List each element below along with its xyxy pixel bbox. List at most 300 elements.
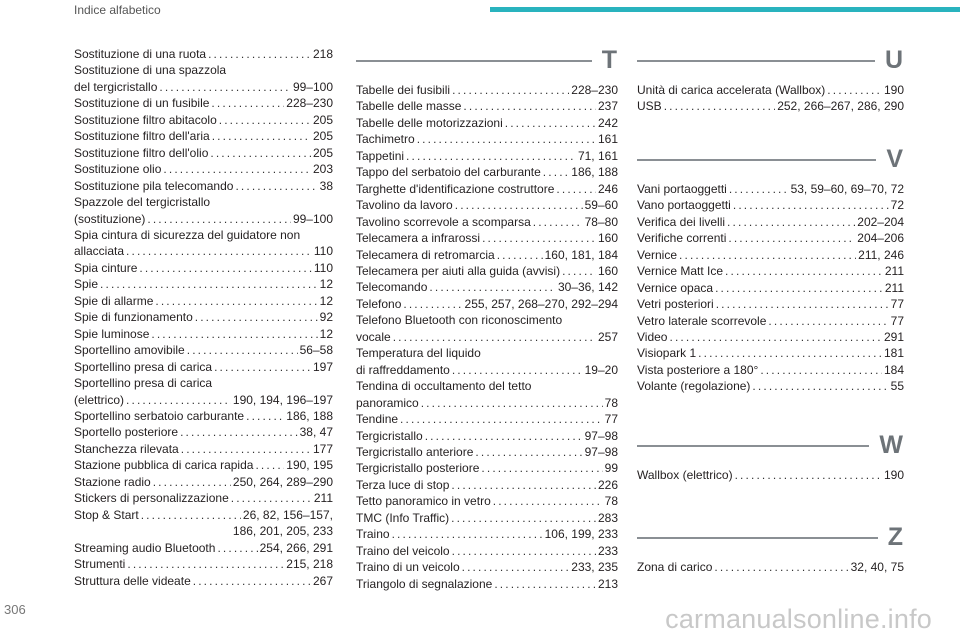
dot-leader (556, 181, 596, 197)
section-entries (637, 82, 904, 115)
entry-pages: 161 (597, 132, 618, 147)
dot-leader (417, 131, 596, 147)
entry-line (637, 559, 904, 575)
entry-line (74, 178, 333, 194)
entry-line (74, 457, 333, 473)
index-entry (637, 362, 904, 378)
dot-leader (217, 540, 257, 556)
entry-pages: 205 (312, 112, 333, 127)
dot-leader (421, 395, 603, 411)
dot-leader (452, 543, 596, 559)
dot-leader (429, 279, 556, 295)
entry-line (74, 359, 333, 375)
dot-leader (497, 247, 543, 263)
index-entry (356, 510, 618, 526)
entry-pages: 215, 218 (286, 557, 333, 572)
index-column-middle (356, 46, 618, 612)
entry-term: Tabelle delle motorizzazioni (356, 115, 503, 130)
index-entry (637, 329, 904, 345)
entry-term: Tendine (356, 412, 399, 427)
entry-pages: 228–230 (286, 96, 333, 111)
entry-pages: 12 (319, 277, 333, 292)
entry-term: TMC (Info Traffic) (356, 510, 450, 525)
entry-term: Traino del veicolo (356, 543, 450, 558)
entry-line (74, 424, 333, 440)
index-entry (74, 128, 333, 144)
dot-leader (193, 573, 311, 589)
index-entry (356, 460, 618, 476)
entry-term: Struttura delle videate (74, 573, 191, 588)
index-entry (637, 263, 904, 279)
entry-line (637, 82, 904, 98)
dot-leader (664, 98, 776, 114)
entry-line (74, 128, 333, 144)
entry-term: Terza luce di stop (356, 477, 450, 492)
entry-term: USB (637, 99, 662, 114)
entry-pages: 291 (883, 329, 904, 344)
index-entry (74, 161, 333, 177)
entry-line (74, 540, 333, 556)
section-entries (637, 559, 904, 575)
entry-pages: 242 (597, 115, 618, 130)
entry-term: Vernice opaca (637, 280, 714, 295)
entry-term: Telecamera a infrarossi (356, 231, 481, 246)
entry-line (356, 460, 618, 476)
dot-leader (126, 392, 231, 408)
entry-line (356, 576, 618, 592)
entry-pages: 56–58 (299, 343, 333, 358)
entry-line (356, 362, 618, 378)
index-entry (74, 573, 333, 589)
entry-term: Sostituzione di un fusibile (74, 96, 210, 111)
index-entry (74, 507, 333, 540)
entry-term: Sostituzione filtro dell'olio (74, 145, 209, 160)
entry-pages: 99–100 (292, 79, 333, 94)
entry-line (74, 392, 333, 408)
entry-line (356, 510, 618, 526)
entry-line (74, 293, 333, 309)
entry-pages: 181 (883, 346, 904, 361)
index-entry (74, 457, 333, 473)
entry-term: Vani portaoggetti (637, 181, 727, 196)
entry-term: Unità di carica accelerata (Wallbox) (637, 83, 826, 97)
index-entry (74, 46, 333, 62)
entry-term: Verifiche correnti (637, 231, 727, 246)
entry-pages: 72 (890, 198, 904, 213)
dot-leader (127, 556, 284, 572)
entry-term: Tavolino scorrevole a scomparsa (356, 214, 531, 229)
entry-line (74, 145, 333, 161)
entry-line (356, 181, 618, 197)
entry-pages-continued: 186, 201, 205, 233 (232, 524, 333, 539)
dot-leader (392, 526, 543, 542)
entry-line (356, 411, 618, 427)
entry-term: Sostituzione di una ruota (74, 47, 207, 61)
entry-line (637, 247, 904, 263)
entry-term: Stickers di personalizzazione (74, 491, 229, 506)
page-header-title: Indice alfabetico (74, 3, 161, 17)
dot-leader (181, 441, 311, 457)
section-letter: W (879, 430, 903, 459)
dot-leader (151, 326, 317, 342)
entry-term: Telecomando (356, 280, 428, 295)
entry-term-line: Spazzole del tergicristallo (74, 195, 211, 210)
dot-leader (462, 559, 570, 575)
entry-line (356, 230, 618, 246)
entry-line (356, 98, 618, 114)
entry-pages: 71, 161 (577, 148, 618, 163)
entry-line (356, 82, 618, 98)
entry-term: Sostituzione olio (74, 162, 162, 177)
entry-term: Spie di allarme (74, 293, 154, 308)
index-entry (74, 540, 333, 556)
entry-line (74, 46, 333, 62)
dot-leader (219, 112, 311, 128)
index-column-left (74, 46, 333, 589)
index-entry (356, 428, 618, 444)
entry-term: Tabelle delle masse (356, 99, 462, 114)
entry-pages: 228–230 (571, 83, 618, 97)
entry-line (356, 131, 618, 147)
index-entry (356, 296, 618, 312)
entry-pages: 38 (319, 178, 333, 193)
section-letter: U (884, 46, 903, 74)
dot-leader (212, 128, 311, 144)
entry-pages: 233, 235 (571, 560, 618, 575)
index-entry (356, 247, 618, 263)
index-entry (637, 197, 904, 213)
entry-pages: 211 (313, 491, 333, 506)
entry-pages: 59–60 (584, 198, 618, 213)
entry-line (356, 543, 618, 559)
entry-term: Zona di carico (637, 560, 713, 575)
dot-leader (679, 247, 856, 263)
index-entry (74, 293, 333, 309)
entry-pages: 252, 266–267, 286, 290 (777, 99, 904, 114)
entry-term: (elettrico) (74, 392, 125, 407)
entry-term: di raffreddamento (356, 362, 450, 377)
section-header (637, 145, 904, 173)
entry-term: Spie di funzionamento (74, 310, 193, 325)
entry-term: Telecamera di retromarcia (356, 247, 495, 262)
entry-term: Vernice Matt Ice (637, 264, 724, 279)
dot-leader (400, 411, 603, 427)
entry-line (637, 329, 904, 345)
index-entry (356, 230, 618, 246)
entry-pages: 19–20 (584, 362, 618, 377)
dot-leader (211, 95, 284, 111)
dot-leader (255, 457, 284, 473)
entry-term: Traino (356, 527, 390, 542)
entry-pages: 197 (312, 359, 333, 374)
index-entry (74, 112, 333, 128)
index-entry (356, 115, 618, 131)
entry-term: Stazione radio (74, 474, 151, 489)
dot-leader (180, 424, 298, 440)
entry-term: Spie (74, 277, 99, 292)
entry-pages: 78 (604, 494, 618, 509)
entry-line (637, 280, 904, 296)
entry-pages: 26, 82, 156–157, (242, 507, 333, 522)
section-header (356, 46, 618, 74)
entry-pages: 110 (313, 244, 333, 259)
page-number: 306 (4, 602, 26, 617)
entry-line (74, 276, 333, 292)
dot-leader (533, 214, 583, 230)
index-entry (74, 359, 333, 375)
entry-pages: 186, 188 (286, 408, 333, 423)
dot-leader (463, 98, 596, 114)
section-letter: Z (887, 523, 903, 552)
dot-leader (126, 243, 312, 259)
entry-pages: 250, 264, 289–290 (232, 474, 333, 489)
entry-term: Vetro laterale scorrevole (637, 313, 767, 328)
entry-pages: 78–80 (584, 214, 618, 229)
entry-pages: 190 (883, 467, 904, 482)
entry-line (74, 474, 333, 490)
entry-pages: 160 (597, 263, 618, 278)
dot-leader (159, 79, 291, 95)
entry-term: Tabelle dei fusibili (356, 83, 451, 97)
dot-leader (715, 280, 883, 296)
entry-term: Tetto panoramico in vetro (356, 494, 491, 509)
index-entry (356, 131, 618, 147)
entry-term: Telefono (356, 296, 402, 311)
index-entry (356, 477, 618, 493)
index-entry (74, 178, 333, 194)
dot-leader (100, 276, 318, 292)
section-divider (356, 60, 592, 62)
entry-line (356, 428, 618, 444)
entry-pages: 55 (890, 379, 904, 394)
index-entry (356, 444, 618, 460)
entry-term: Volante (regolazione) (637, 379, 751, 394)
index-entry (356, 263, 618, 279)
entry-line (74, 490, 333, 506)
section-entries (356, 82, 618, 592)
entry-line (356, 329, 618, 345)
dot-leader (187, 342, 298, 358)
entry-line (637, 197, 904, 213)
entry-line (637, 378, 904, 394)
section-letter: T (601, 46, 617, 74)
entry-term: Tappetini (356, 148, 405, 163)
entry-line (637, 181, 904, 197)
index-entry (637, 82, 904, 98)
dot-leader (155, 293, 317, 309)
index-entry (356, 411, 618, 427)
index-entry (637, 313, 904, 329)
section-entries (637, 181, 904, 395)
entry-term: Tergicristallo posteriore (356, 461, 480, 476)
entry-pages: 254, 266, 291 (259, 540, 333, 555)
index-entry (356, 197, 618, 213)
entry-line (637, 345, 904, 361)
dot-leader (760, 362, 882, 378)
entry-pages: 202–204 (857, 214, 904, 229)
entry-term: Video (637, 329, 668, 344)
index-entry (637, 467, 904, 483)
entry-term: Sostituzione pila telecomando (74, 178, 234, 193)
entry-term: Verifica dei livelli (637, 214, 726, 229)
entry-pages: 97–98 (584, 444, 618, 459)
entry-line (637, 296, 904, 312)
dot-leader (208, 46, 311, 62)
index-entry (356, 279, 618, 295)
entry-line (74, 260, 333, 276)
index-entry (637, 230, 904, 246)
index-entry (356, 164, 618, 180)
entry-term: Spia cinture (74, 260, 138, 275)
dot-leader (698, 345, 882, 361)
entry-line (637, 362, 904, 378)
entry-term: Vetri posteriori (637, 297, 714, 312)
index-entry (356, 493, 618, 509)
entry-pages: 99 (604, 461, 618, 476)
dot-leader (210, 145, 311, 161)
index-entry (74, 194, 333, 227)
entry-line (356, 197, 618, 213)
entry-pages: 53, 59–60, 69–70, 72 (790, 181, 904, 196)
dot-leader (163, 161, 311, 177)
entry-pages: 77 (890, 297, 904, 312)
entry-pages: 99–100 (292, 211, 333, 226)
entry-line (637, 230, 904, 246)
dot-leader (214, 359, 311, 375)
index-entry (356, 378, 618, 411)
dot-leader (493, 493, 603, 509)
index-entry (356, 543, 618, 559)
entry-term: Telecamera per aiuti alla guida (avvisi) (356, 263, 561, 278)
entry-line (74, 161, 333, 177)
dot-leader (714, 559, 848, 575)
index-entry (356, 559, 618, 575)
dot-leader (452, 82, 569, 98)
index-entry (74, 95, 333, 111)
entry-pages: 32, 40, 75 (850, 560, 904, 575)
index-entry (74, 474, 333, 490)
index-entry (74, 260, 333, 276)
entry-term: Sportellino presa di carica (74, 359, 213, 374)
dot-leader (235, 178, 317, 194)
index-entry (74, 375, 333, 408)
index-section-t (356, 46, 618, 592)
entry-term-line: Temperatura del liquido (356, 346, 481, 361)
index-entry (356, 576, 618, 592)
entry-line (74, 441, 333, 457)
dot-leader (406, 148, 576, 164)
entry-pages: 211, 246 (858, 247, 904, 262)
entry-line (637, 214, 904, 230)
entry-pages: 213 (597, 576, 618, 591)
entry-line (637, 263, 904, 279)
entry-line (74, 408, 333, 424)
entry-term: Triangolo di segnalazione (356, 576, 493, 591)
index-entry (74, 408, 333, 424)
entry-term: Tappo del serbatoio del carburante (356, 165, 541, 180)
entry-pages: 255, 257, 268–270, 292–294 (464, 296, 618, 311)
entry-line (356, 115, 618, 131)
entry-term: Tavolino da lavoro (356, 198, 453, 213)
index-entry (637, 181, 904, 197)
index-entry (356, 312, 618, 345)
index-entry (356, 214, 618, 230)
entry-line (637, 467, 904, 483)
entry-pages: 211 (884, 264, 904, 279)
index-section-w (637, 431, 904, 483)
entry-term: Vano portaoggetti (637, 198, 731, 213)
index-section-v (637, 145, 904, 395)
section-divider (637, 445, 869, 447)
entry-line (356, 444, 618, 460)
entry-term: Streaming audio Bluetooth (74, 540, 216, 555)
entry-term-line: Spia cintura di sicurezza del guidatore non (74, 227, 301, 242)
entry-term: Stop & Start (74, 507, 139, 522)
dot-leader (393, 329, 596, 345)
index-entry (74, 227, 333, 260)
entry-term: Traino di un veicolo (356, 560, 460, 575)
entry-line (637, 313, 904, 329)
entry-term: Sportellino serbatoio carburante (74, 408, 245, 423)
entry-pages: 246 (597, 181, 618, 196)
dot-leader (481, 460, 602, 476)
entry-pages: 160, 181, 184 (544, 247, 618, 262)
entry-pages: 77 (890, 313, 904, 328)
entry-line (356, 279, 618, 295)
entry-line (356, 493, 618, 509)
index-column-right (637, 46, 904, 596)
dot-leader (669, 329, 881, 345)
entry-term: Sostituzione filtro abitacolo (74, 112, 217, 127)
dot-leader (425, 428, 583, 444)
entry-pages: 190, 195 (286, 458, 333, 473)
dot-leader (562, 263, 596, 279)
dot-leader (403, 296, 462, 312)
entry-line (356, 526, 618, 542)
section-header (637, 431, 904, 459)
entry-term: Targhette d'identificazione costruttore (356, 181, 555, 196)
index-section-u (637, 46, 904, 115)
entry-pages: 204–206 (857, 231, 904, 246)
dot-leader (482, 230, 596, 246)
dot-leader (195, 309, 318, 325)
entry-pages: 77 (604, 412, 618, 427)
entry-pages: 106, 199, 233 (544, 527, 618, 542)
entry-line (74, 326, 333, 342)
entry-term: vocale (356, 329, 391, 344)
entry-pages: 12 (319, 326, 333, 341)
entry-line (637, 98, 904, 114)
entry-pages: 283 (597, 510, 618, 525)
entry-term: Visiopark 1 (637, 346, 697, 361)
index-entry (74, 145, 333, 161)
dot-leader (141, 507, 241, 523)
entry-line (356, 148, 618, 164)
entry-term: Tergicristallo anteriore (356, 444, 474, 459)
dot-leader (733, 197, 889, 213)
entry-term-line: Tendina di occultamento del tetto (356, 379, 532, 394)
watermark-url: carmanualsonline.info (665, 604, 932, 634)
index-section-z (637, 523, 904, 575)
entry-line (356, 164, 618, 180)
entry-pages: 218 (312, 47, 333, 61)
entry-line (356, 247, 618, 263)
dot-leader (729, 181, 789, 197)
entry-pages: 12 (319, 293, 333, 308)
index-entry (637, 559, 904, 575)
dot-leader (505, 115, 596, 131)
dot-leader (716, 296, 889, 312)
